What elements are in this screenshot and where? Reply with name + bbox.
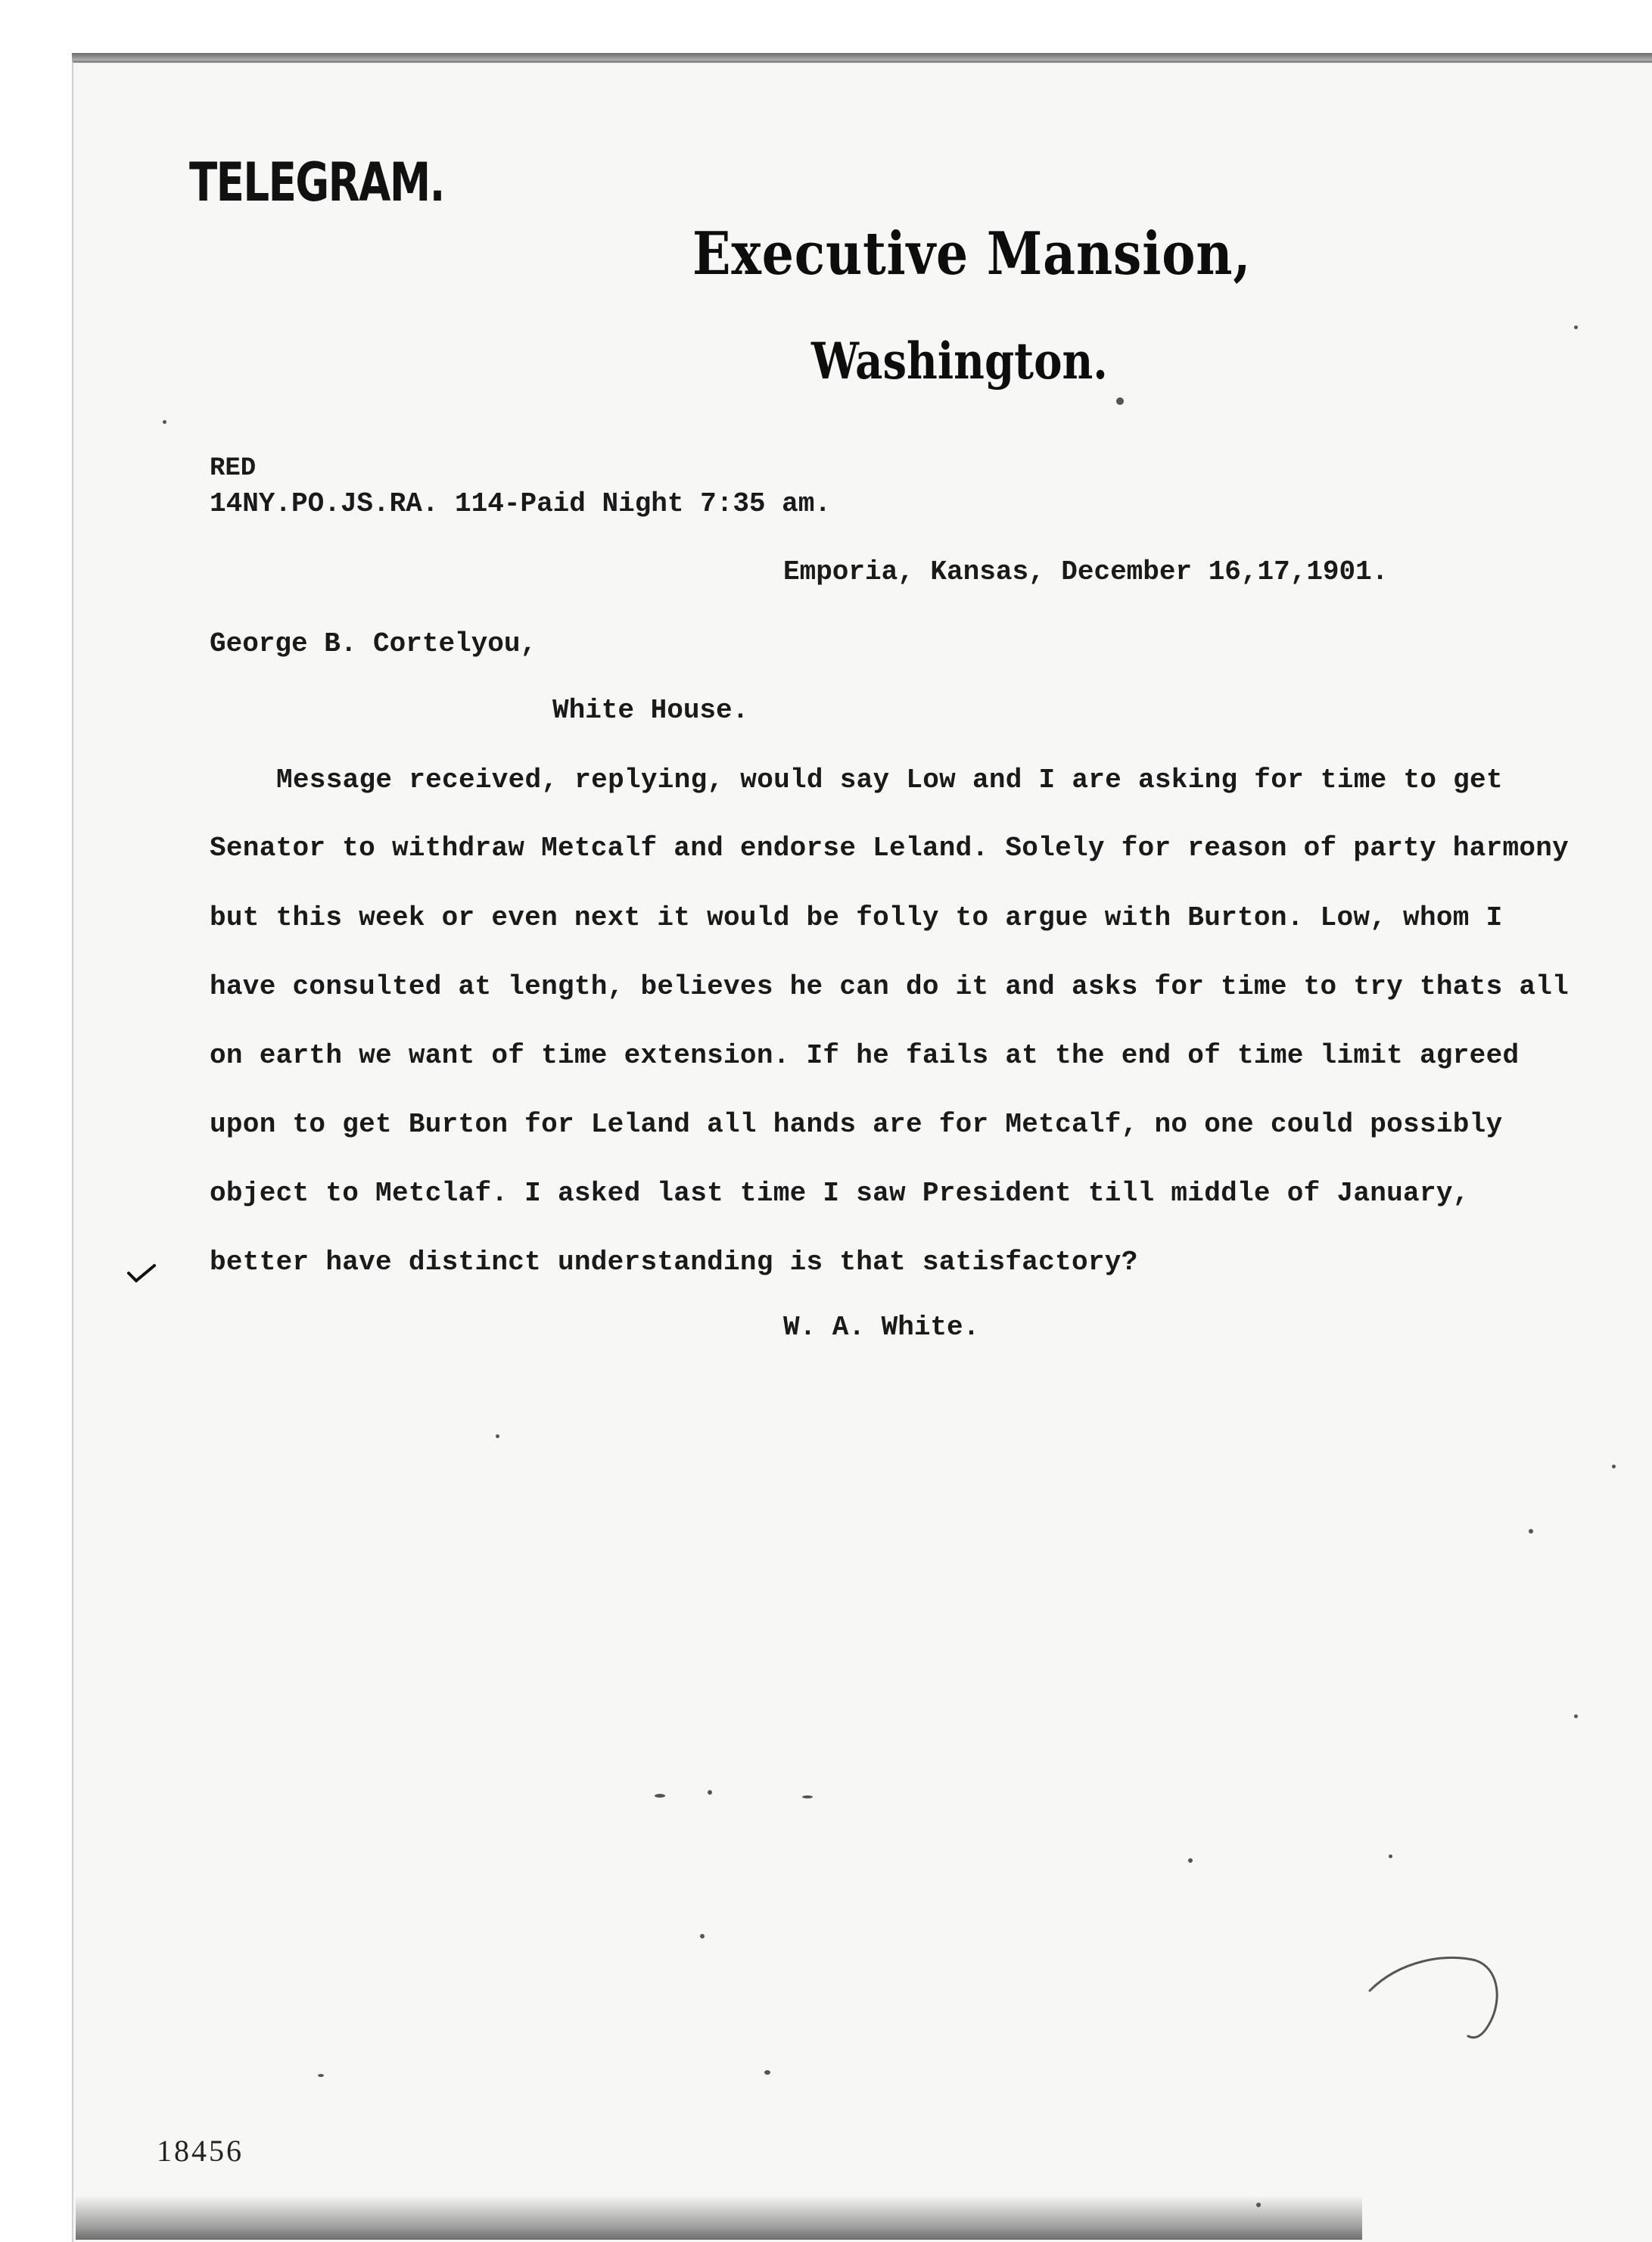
letterhead-washington: Washington. [811,332,1108,391]
routing-code: RED [210,454,257,483]
ink-speck [764,2070,770,2075]
message-line: upon to get Burton for Leland all hands are for Metcalf, no one could possibly [210,1109,1503,1140]
signature: W. A. White. [783,1312,980,1343]
ink-speck [708,1790,712,1795]
ink-speck [700,1934,705,1938]
message-line: on earth we want of time extension. If he fails at the end of time limit agreed [210,1040,1520,1071]
ink-speck [1188,1858,1193,1863]
transmission-line: 14NY.PO.JS.RA. 114-Paid Night 7:35 am. [210,488,831,519]
message-line: but this week or even next it would be folly to argue with Burton. Low, whom I [210,902,1503,933]
ink-speck [802,1795,813,1798]
ink-speck [163,420,166,424]
letterhead-executive-mansion: Executive Mansion, [692,220,1252,288]
recipient-address: White House. [552,695,749,726]
message-line: have consulted at length, believes he can do it and asks for time to try thats all [210,971,1570,1002]
message-line: object to Metclaf. I asked last time I saw President till middle of January, [210,1178,1470,1209]
checkmark-icon [127,1263,157,1285]
recipient-name: George B. Cortelyou, [210,628,537,659]
ink-speck [1529,1529,1533,1534]
ink-speck [1256,2203,1261,2207]
ink-speck [1574,1714,1578,1718]
ink-speck [1116,397,1124,405]
ink-speck [318,2074,324,2077]
message-line: better have distinct understanding is that satisfactory? [210,1247,1138,1278]
page-bottom-shadow [76,2195,1362,2240]
ink-speck [1612,1465,1616,1468]
message-line: Message received, replying, would say Low and I are asking for time to get [276,764,1503,796]
message-line: Senator to withdraw Metcalf and endorse Leland. Solely for reason of party harmony [210,833,1570,864]
telegram-heading: TELEGRAM. [189,151,444,213]
ink-speck [496,1434,499,1438]
ink-speck [655,1794,665,1798]
dateline: Emporia, Kansas, December 16,17,1901. [783,556,1389,587]
ink-speck [1389,1854,1392,1858]
ink-speck [1574,325,1578,329]
file-number: 18456 [157,2134,244,2168]
pencil-mark-icon [1362,1915,1514,2044]
